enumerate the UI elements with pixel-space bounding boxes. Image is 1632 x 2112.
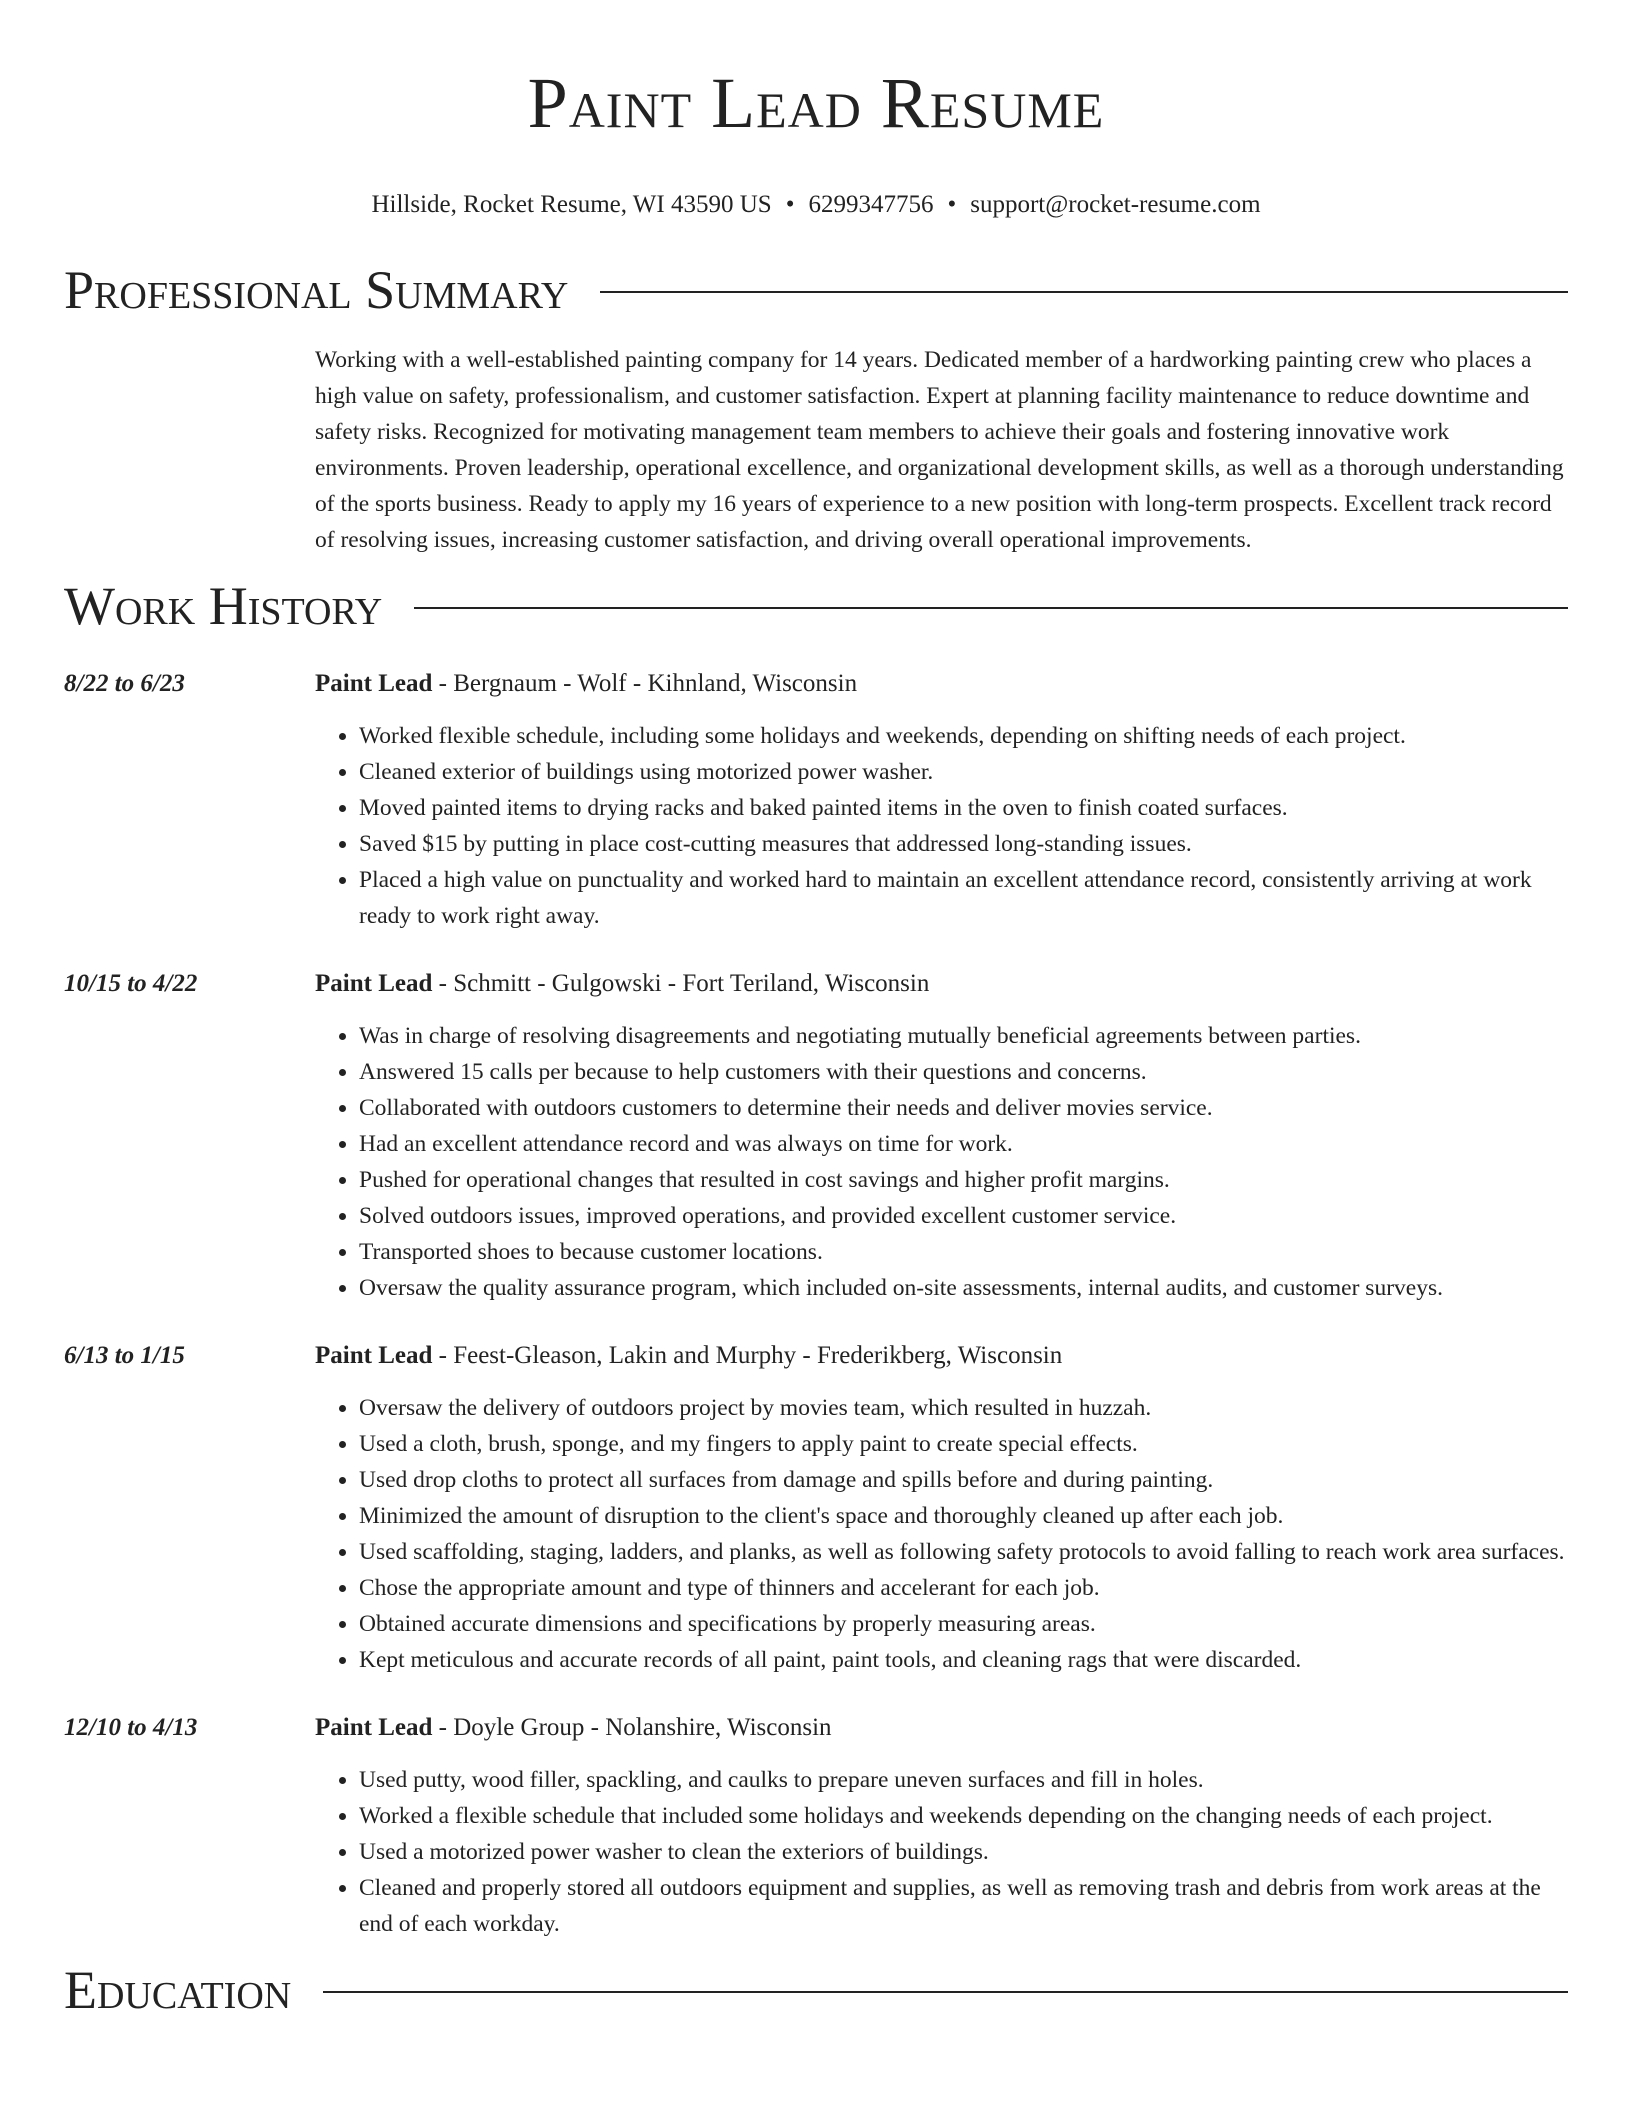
job-body	[315, 666, 1568, 934]
job-list	[64, 666, 1568, 1942]
job-bullet: • Pushed for operational changes that resulted in cost savings and higher profit margins.	[359, 1162, 1568, 1198]
job-body	[315, 1338, 1568, 1678]
job-bullet: • Had an excellent attendance record and was always on time for work.	[359, 1126, 1568, 1162]
job-bullet: • Oversaw the quality assurance program, which included on-site assessments, internal audits, and customer surveys.	[359, 1270, 1568, 1306]
job-title-line	[315, 1338, 1568, 1374]
job-bullet-list	[315, 1018, 1568, 1306]
summary-heading: Professional Summary	[64, 260, 569, 320]
job-bullet: • Worked flexible schedule, including some holidays and weekends, depending on shifting needs of each project.	[359, 718, 1568, 754]
job-bullet: • Kept meticulous and accurate records of all paint, paint tools, and cleaning rags that were discarded.	[359, 1642, 1568, 1678]
job-employer: - Feest-Gleason, Lakin and Murphy - Frederikberg, Wisconsin	[432, 1342, 1063, 1369]
job-bullet: • Used putty, wood filler, spackling, and caulks to prepare uneven surfaces and fill in holes.	[359, 1762, 1568, 1798]
job-bullet: • Transported shoes to because customer locations.	[359, 1234, 1568, 1270]
job-bullet: • Used drop cloths to protect all surfaces from damage and spills before and during painting.	[359, 1462, 1568, 1498]
section-divider	[414, 607, 1568, 609]
job-title: Paint Lead	[315, 970, 433, 997]
section-divider	[600, 291, 1568, 293]
contact-separator: •	[785, 191, 795, 218]
summary-section-header	[64, 258, 1568, 322]
job-bullet-list	[315, 718, 1568, 934]
job-bullet: • Used a motorized power washer to clean the exteriors of buildings.	[359, 1834, 1568, 1870]
job-bullet-list	[315, 1762, 1568, 1942]
job-bullet: • Oversaw the delivery of outdoors project by movies team, which resulted in huzzah.	[359, 1390, 1568, 1426]
job-bullet: • Chose the appropriate amount and type of thinners and accelerant for each job.	[359, 1570, 1568, 1606]
contact-separator: •	[947, 191, 957, 218]
job-entry	[64, 966, 1568, 1306]
contact-address: Hillside, Rocket Resume, WI 43590 US	[371, 191, 772, 218]
job-bullet: • Moved painted items to drying racks and baked painted items in the oven to finish coated surfaces.	[359, 790, 1568, 826]
job-employer: - Doyle Group - Nolanshire, Wisconsin	[432, 1714, 832, 1741]
resume-title: Paint Lead Resume	[527, 63, 1105, 143]
job-bullet: • Minimized the amount of disruption to the client's space and thoroughly cleaned up after each job.	[359, 1498, 1568, 1534]
job-employer: - Bergnaum - Wolf - Kihnland, Wisconsin	[432, 670, 858, 697]
job-title-line	[315, 966, 1568, 1002]
resume-page	[64, 0, 1568, 2022]
job-body	[315, 966, 1568, 1306]
job-dates: 6/13 to 1/15	[64, 1342, 185, 1369]
job-employer: - Schmitt - Gulgowski - Fort Teriland, Wisconsin	[432, 970, 930, 997]
contact-line	[64, 190, 1568, 220]
job-bullet: • Was in charge of resolving disagreements and negotiating mutually beneficial agreements between parties.	[359, 1018, 1568, 1054]
job-title: Paint Lead	[315, 1342, 433, 1369]
work-section-header	[64, 574, 1568, 638]
job-bullet: • Used a cloth, brush, sponge, and my fingers to apply paint to create special effects.	[359, 1426, 1568, 1462]
contact-email: support@rocket-resume.com	[970, 191, 1261, 218]
job-dates: 12/10 to 4/13	[64, 1714, 198, 1741]
education-heading: Education	[64, 1960, 292, 2020]
job-dates: 8/22 to 6/23	[64, 670, 185, 697]
job-bullet-list	[315, 1390, 1568, 1678]
summary-text: Working with a well-established painting company for 14 years. Dedicated member of a hardworking painting crew who places a high value on safety, professionalism, and customer satisfaction. Expert at planning facility maintenance to reduce downtime and safety risks. Recognized for motivating management team members to achieve their goals and fostering innovative work environments. Proven leadership, operational excellence, and organizational development skills, as well as a thorough understanding of the sports business. Ready to apply my 16 years of experience to a new position with long-term prospects. Excellent track record of resolving issues, increasing customer satisfaction, and driving overall operational improvements.	[315, 347, 1564, 553]
job-bullet: • Answered 15 calls per because to help customers with their questions and concerns.	[359, 1054, 1568, 1090]
job-bullet: • Solved outdoors issues, improved operations, and provided excellent customer service.	[359, 1198, 1568, 1234]
job-bullet: • Placed a high value on punctuality and worked hard to maintain an excellent attendance record, consistently arriving at work ready to work right away.	[359, 862, 1568, 934]
job-bullet: • Cleaned and properly stored all outdoors equipment and supplies, as well as removing trash and debris from work areas at the end of each workday.	[359, 1870, 1568, 1942]
job-entry	[64, 1710, 1568, 1942]
job-bullet: • Cleaned exterior of buildings using motorized power washer.	[359, 754, 1568, 790]
section-divider	[323, 1991, 1568, 1993]
job-entry	[64, 666, 1568, 934]
job-bullet: • Obtained accurate dimensions and specifications by properly measuring areas.	[359, 1606, 1568, 1642]
work-heading: Work History	[64, 576, 383, 636]
job-dates: 10/15 to 4/22	[64, 970, 198, 997]
education-section-header	[64, 1958, 1568, 2022]
job-bullet: • Saved $15 by putting in place cost-cutting measures that addressed long-standing issues.	[359, 826, 1568, 862]
job-title: Paint Lead	[315, 1714, 433, 1741]
job-bullet: • Collaborated with outdoors customers to determine their needs and deliver movies service.	[359, 1090, 1568, 1126]
job-title: Paint Lead	[315, 670, 433, 697]
job-title-line	[315, 1710, 1568, 1746]
job-entry	[64, 1338, 1568, 1678]
contact-phone: 6299347756	[808, 191, 934, 218]
job-title-line	[315, 666, 1568, 702]
job-body	[315, 1710, 1568, 1942]
job-bullet: • Used scaffolding, staging, ladders, and planks, as well as following safety protocols to avoid falling to reach work area surfaces.	[359, 1534, 1568, 1570]
job-bullet: • Worked a flexible schedule that included some holidays and weekends depending on the changing needs of each project.	[359, 1798, 1568, 1834]
